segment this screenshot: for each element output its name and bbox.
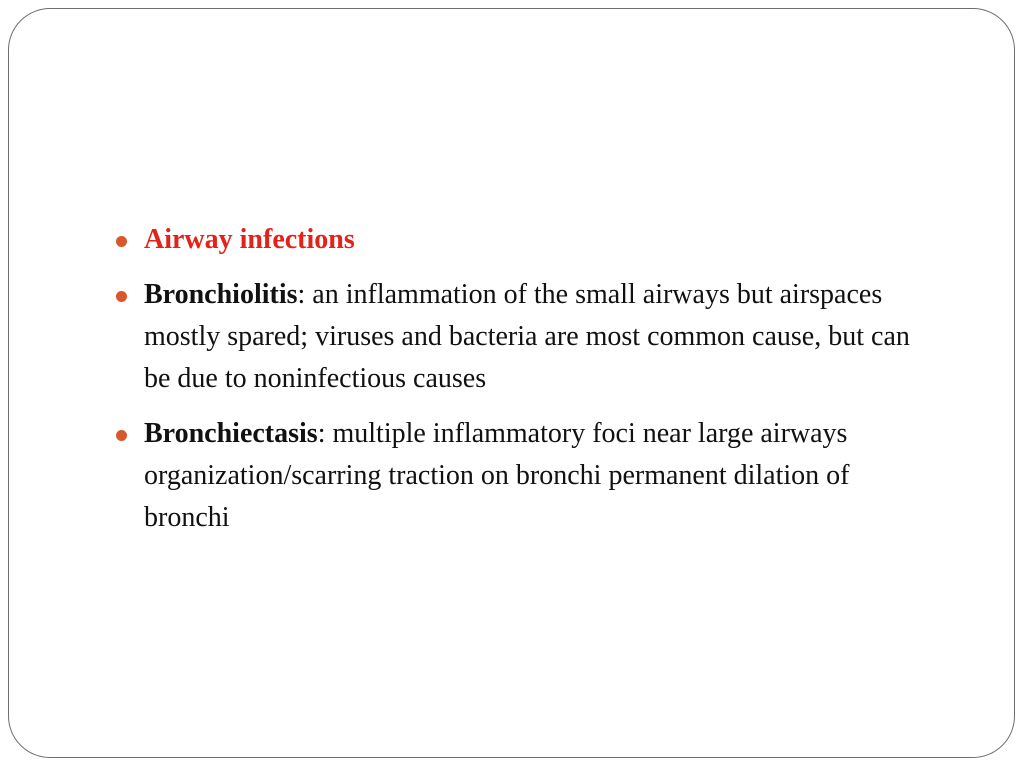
bullet-item-airway-infections: [116, 219, 916, 261]
bullet-text: : an inflammation of the small airways but airspaces mostly spared; viruses and bacteria are most common cause, but can be due to noninfectious causes: [144, 279, 910, 394]
bullet-item-bronchiectasis: [116, 413, 916, 539]
bullet-term: Bronchiolitis: [144, 279, 298, 310]
bullet-dot-icon: [116, 291, 127, 302]
bullet-dot-icon: [116, 430, 127, 441]
bullet-heading: Airway infections: [144, 224, 355, 255]
bullet-dot-icon: [116, 236, 127, 247]
bullet-list: [116, 219, 916, 552]
bullet-text: : multiple inflammatory foci near large airways organization/scarring traction on bronchi permanent dilation of bronchi: [144, 418, 850, 533]
bullet-term: Bronchiectasis: [144, 418, 318, 449]
bullet-item-bronchiolitis: [116, 274, 916, 400]
